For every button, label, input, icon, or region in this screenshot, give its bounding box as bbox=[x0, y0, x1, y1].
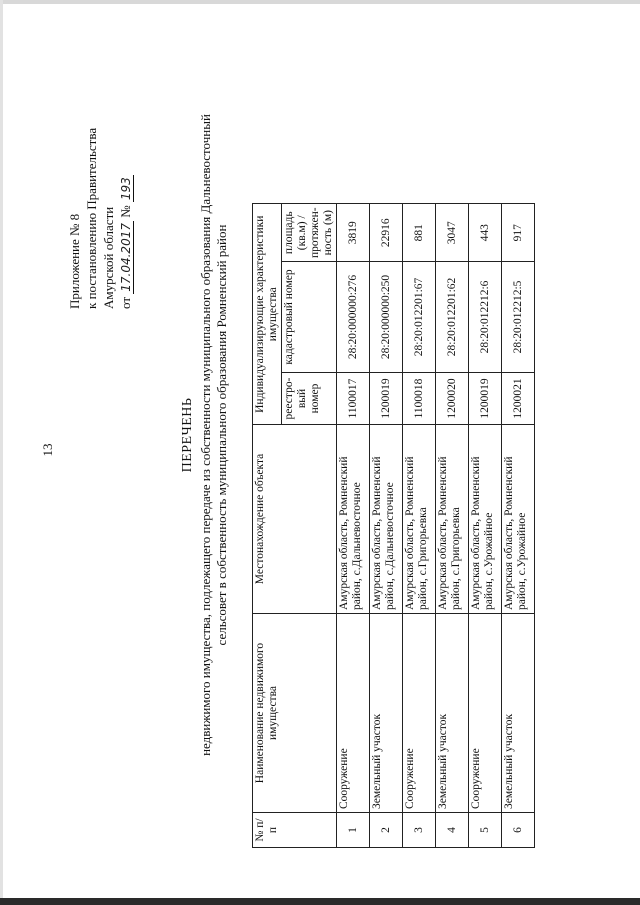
cell-area: 22916 bbox=[370, 204, 403, 262]
document-title bbox=[180, 105, 230, 765]
cell-no: 5 bbox=[469, 813, 502, 848]
cell-location: Амурская область, Ромненский район, с.Дальневосточное bbox=[370, 425, 403, 614]
cell-area: 3047 bbox=[436, 204, 469, 262]
appendix-line-3: Амурской области bbox=[101, 206, 116, 309]
handwritten-date: 17.04.2017 bbox=[119, 223, 133, 292]
cell-no: 3 bbox=[403, 813, 436, 848]
header-location: Местонахождение объекта bbox=[253, 425, 337, 614]
table-row bbox=[370, 204, 403, 848]
cell-name: Земельный участок bbox=[370, 614, 403, 813]
table-row bbox=[502, 204, 535, 848]
header-cadastral: кадастровый номер bbox=[282, 262, 337, 373]
cell-cadastral: 28:20:000000:250 bbox=[370, 262, 403, 373]
cell-location: Амурская область, Ромненский район, с.Григорьевка bbox=[436, 425, 469, 614]
cell-cadastral: 28:20:012212:5 bbox=[502, 262, 535, 373]
cell-cadastral: 28:20:000000:276 bbox=[337, 262, 370, 373]
appendix-line-1: Приложение № 8 bbox=[67, 213, 82, 309]
cell-location: Амурская область, Ромненский район, с.Урожайное bbox=[502, 425, 535, 614]
header-area: площадь (кв.м) / протяжен-ность (м) bbox=[282, 204, 337, 262]
appendix-date-line bbox=[117, 128, 135, 309]
title-line-2: сельсовет в собственность муниципального образования Ромненский район bbox=[214, 224, 229, 646]
cell-no: 1 bbox=[337, 813, 370, 848]
header-row-1 bbox=[253, 204, 282, 848]
cell-location: Амурская область, Ромненский район, с.Дальневосточное bbox=[337, 425, 370, 614]
cell-location: Амурская область, Ромненский район, с.Григорьевка bbox=[403, 425, 436, 614]
title-heading: ПЕРЕЧЕНЬ bbox=[180, 397, 195, 473]
table-row bbox=[469, 204, 502, 848]
cell-cadastral: 28:20:012212:6 bbox=[469, 262, 502, 373]
cell-registry: 1200019 bbox=[469, 373, 502, 425]
cell-registry: 1200020 bbox=[436, 373, 469, 425]
table-row bbox=[403, 204, 436, 848]
cell-registry: 1100018 bbox=[403, 373, 436, 425]
cell-cadastral: 28:20:012201:62 bbox=[436, 262, 469, 373]
cell-area: 917 bbox=[502, 204, 535, 262]
cell-area: 881 bbox=[403, 204, 436, 262]
cell-name: Земельный участок bbox=[502, 614, 535, 813]
cell-name: Сооружение bbox=[469, 614, 502, 813]
cell-no: 4 bbox=[436, 813, 469, 848]
cell-name: Сооружение bbox=[337, 614, 370, 813]
cell-registry: 1200021 bbox=[502, 373, 535, 425]
cell-area: 443 bbox=[469, 204, 502, 262]
cell-no: 2 bbox=[370, 813, 403, 848]
title-line-1: недвижимого имущества, подлежащего передаче из собственности муниципального образования Дальневосточный bbox=[198, 114, 213, 756]
cell-cadastral: 28:20:012201:67 bbox=[403, 262, 436, 373]
cell-area: 3819 bbox=[337, 204, 370, 262]
cell-registry: 1100017 bbox=[337, 373, 370, 425]
appendix-block bbox=[66, 128, 135, 309]
cell-registry: 1200019 bbox=[370, 373, 403, 425]
table-row bbox=[337, 204, 370, 848]
date-prefix: от bbox=[118, 296, 133, 309]
cell-no: 6 bbox=[502, 813, 535, 848]
header-no: № п/п bbox=[253, 813, 337, 848]
handwritten-number: 193 bbox=[119, 177, 133, 201]
cell-name: Земельный участок bbox=[436, 614, 469, 813]
cell-location: Амурская область, Ромненский район, с.Урожайное bbox=[469, 425, 502, 614]
header-registry: реестро-вый номер bbox=[282, 373, 337, 425]
header-name: Наименование недвижимого имущества bbox=[253, 614, 337, 813]
appendix-line-2: к постановлению Правительства bbox=[84, 127, 99, 309]
table-row bbox=[436, 204, 469, 848]
property-table bbox=[252, 203, 535, 848]
number-prefix: № bbox=[118, 205, 133, 218]
header-characteristics: Индивидуализирующие характеристики имущества bbox=[253, 204, 282, 425]
page-number: 13 bbox=[40, 443, 55, 457]
cell-name: Сооружение bbox=[403, 614, 436, 813]
